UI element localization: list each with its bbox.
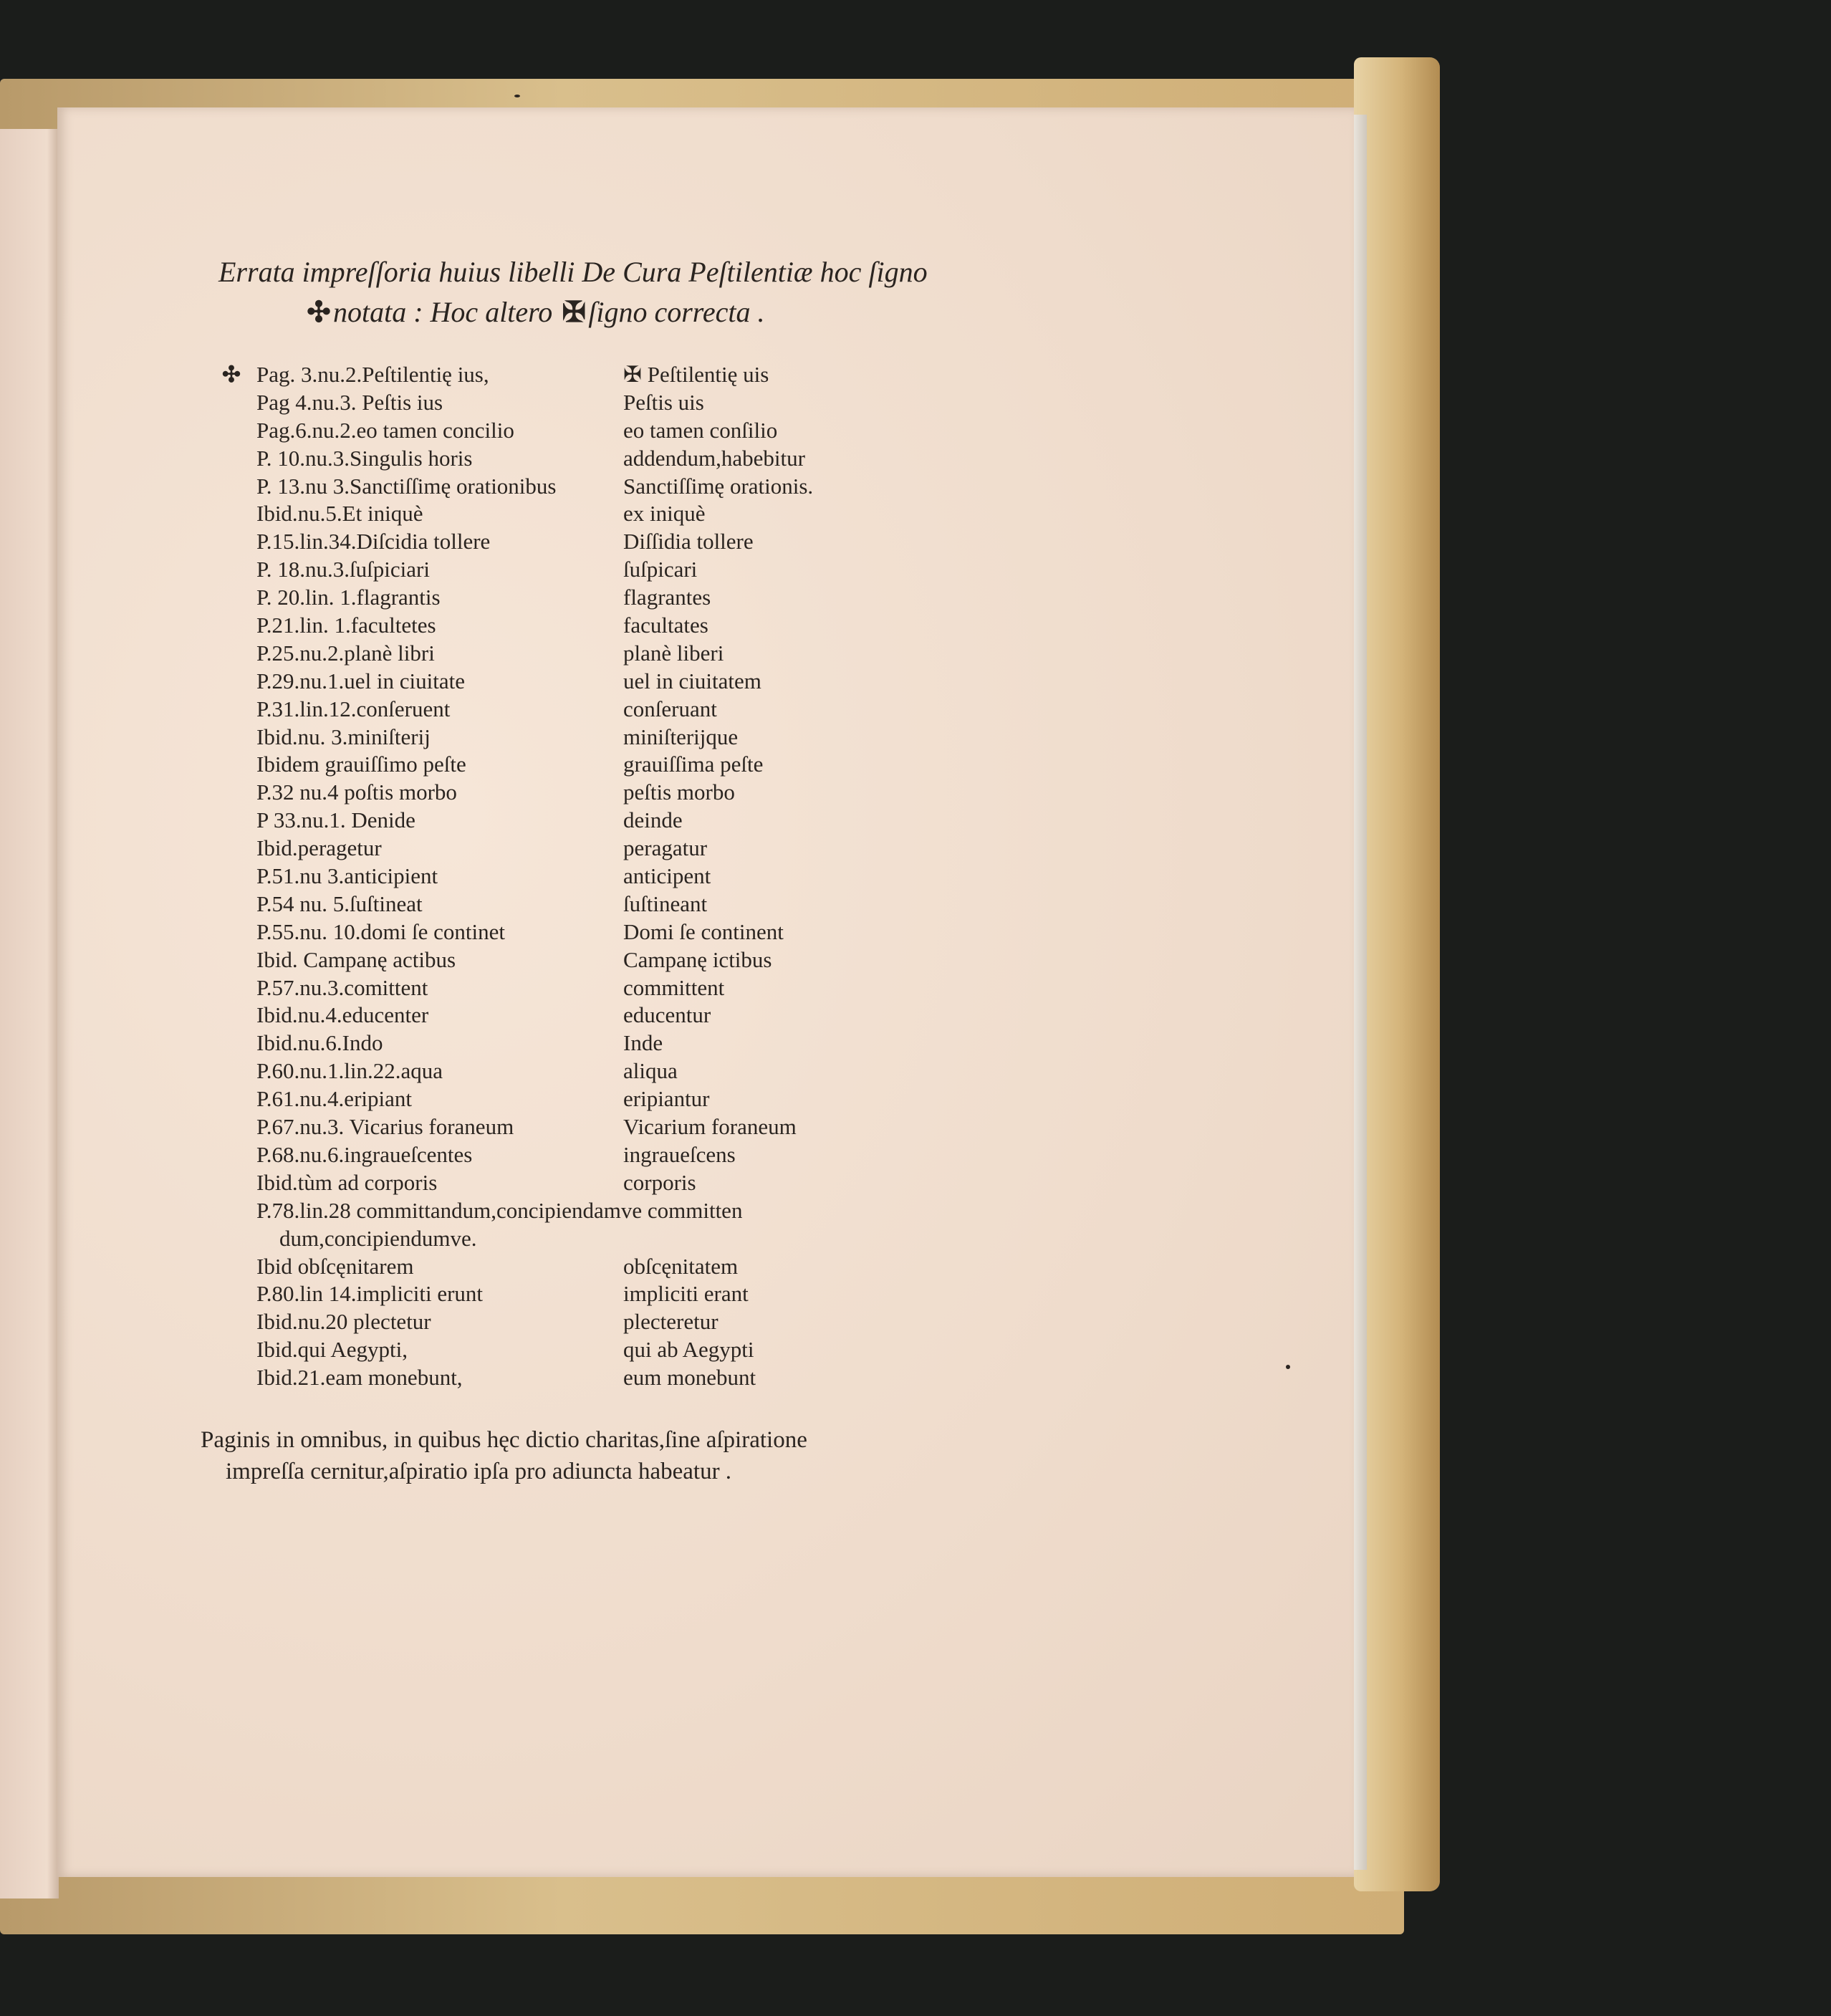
errata-error: P. 18.nu.3.ſuſpiciari [256,557,430,582]
errata-row [222,1280,938,1308]
errata-row [222,417,938,445]
errata-row [222,751,938,779]
errata-title [218,252,928,332]
errata-row [222,361,938,389]
errata-error: Ibid.peragetur [256,835,382,861]
errata-correction: planè liberi [623,640,724,666]
errata-correction: Inde [623,1030,663,1056]
errata-error: P.67.nu.3. Vicarius foraneum [256,1114,514,1140]
errata-correction: obſcęnitatem [623,1253,739,1279]
errata-correction: Campanę ictibus [623,946,772,972]
errata-error: P.25.nu.2.planè libri [256,640,435,666]
errata-correction: ingraueſcens [623,1141,736,1167]
errata-error: P. 20.lin. 1.flagrantis [256,585,441,610]
errata-row [222,528,938,556]
errata-row [222,1029,938,1057]
errata-list [222,361,938,1392]
errata-row [222,389,938,417]
errata-error: P.57.nu.3.comittent [256,974,428,1000]
errata-row [222,835,938,863]
errata-correction: ex iniquè [623,501,706,527]
errata-error: Ibid obſcęnitarem [256,1253,414,1279]
errata-row [222,473,938,501]
errata-correction: Sanctiſſimę orationis. [623,473,814,499]
errata-row [222,696,938,724]
errata-row [222,863,938,891]
errata-correction: anticipent [623,863,711,889]
errata-correction: qui ab Aegypti [623,1337,754,1363]
errata-error: Pag. 3.nu.2.Peſtilentię ius, [256,362,489,387]
errata-correction: impliciti erant [623,1281,749,1307]
errata-error: Ibid.nu.4.educenter [256,1002,429,1028]
errata-error: P. 13.nu 3.Sanctiſſimę orationibus [256,473,557,499]
ink-speck [1286,1365,1290,1369]
errata-correction: ſuſtineant [623,891,708,916]
errata-row [222,556,938,584]
errata-error: P.80.lin 14.impliciti erunt [256,1281,484,1307]
errata-row [222,1364,938,1392]
errata-row [222,724,938,752]
errata-correction: grauiſſima peſte [623,752,764,777]
errata-row [222,1085,938,1113]
errata-error: P.54 nu. 5.ſuſtineat [256,891,423,916]
errata-row [222,891,938,918]
errata-error: P.60.nu.1.lin.22.aqua [256,1058,443,1084]
wrapped-entry-line-1: P.78.lin.28 committandum,concipiendamve committen [256,1197,743,1223]
errata-correction: Domi ſe continent [623,918,784,944]
errata-correction: flagrantes [623,585,711,610]
errata-correction: ✠ Peſtilentię uis [623,362,769,387]
errata-correction: uel in ciuitatem [623,668,761,693]
errata-row [222,668,938,696]
errata-correction: educentur [623,1002,711,1028]
errata-row [222,918,938,946]
book-cover-edge [1354,57,1440,1891]
ink-speck [514,95,520,97]
errata-error: Ibid.nu. 3.miniſterij [256,724,431,749]
errata-row [222,1141,938,1169]
errata-error: Pag 4.nu.3. Peſtis ius [256,389,443,415]
errata-error: Ibidem grauiſſimo peſte [256,752,466,777]
errata-error: P.55.nu. 10.domi ſe continet [256,918,506,944]
errata-row [222,974,938,1002]
wrapped-entry-line-2: dum,concipiendumve. [279,1225,477,1251]
errata-correction: aliqua [623,1058,678,1084]
errata-row [222,807,938,835]
errata-error: P.51.nu 3.anticipient [256,863,438,889]
errata-correction: miniſterijque [623,724,739,749]
errata-correction: conſeruant [623,696,717,721]
errata-row [222,779,938,807]
errata-error: P.31.lin.12.conſeruent [256,696,451,721]
errata-error: Ibid.nu.20 plectetur [256,1309,431,1335]
errata-row [222,612,938,640]
error-mark-icon: ✣ [222,362,241,387]
errata-correction: committent [623,974,725,1000]
errata-correction: facultates [623,613,708,638]
errata-error: Ibid. Campanę actibus [256,946,456,972]
errata-row [222,1113,938,1141]
errata-row [222,584,938,612]
errata-error: P.21.lin. 1.facultetes [256,613,436,638]
errata-row [222,640,938,668]
errata-row [222,1057,938,1085]
errata-error: Pag.6.nu.2.eo tamen concilio [256,417,514,443]
note-line-2: impreſſa cernitur,aſpiratio ipſa pro adiuncta habeatur . [226,1459,732,1484]
title-line-1: Errata impreſſoria huius libelli De Cura Peſtilentiæ hoc ſigno [218,256,928,288]
errata-error: P.29.nu.1.uel in ciuitate [256,668,466,693]
errata-correction: plecteretur [623,1309,719,1335]
errata-error: P.15.lin.34.Diſcidia tollere [256,529,491,555]
errata-correction: Peſtis uis [623,389,704,415]
errata-correction: corporis [623,1169,696,1195]
errata-correction: Diſſidia tollere [623,529,754,555]
title-line-2 [218,292,928,332]
errata-error: P.32 nu.4 poſtis morbo [256,779,457,805]
errata-correction: ſuſpicari [623,557,698,582]
errata-correction: peragatur [623,835,708,861]
errata-row [222,1169,938,1197]
errata-error: P.61.nu.4.eripiant [256,1086,412,1112]
title-line-2-post: ſigno correcta . [588,296,765,328]
page-stack-edge [1354,115,1367,1870]
errata-error: Ibid.nu.6.Indo [256,1030,383,1056]
errata-correction: eo tamen conſilio [623,417,778,443]
errata-correction: Vicarium foraneum [623,1114,797,1140]
errata-row [222,445,938,473]
errata-row-wrapped [222,1197,938,1225]
closing-note [201,1424,807,1487]
errata-row [222,1002,938,1029]
errata-correction: deinde [623,807,683,833]
errata-error: Ibid.qui Aegypti, [256,1337,408,1363]
errata-correction: peſtis morbo [623,779,735,805]
correct-symbol-icon: ✠ [562,296,586,328]
errata-row [222,1336,938,1364]
errata-correction: addendum,habebitur [623,445,805,471]
errata-row [222,946,938,974]
note-line-1: Paginis in omnibus, in quibus hęc dictio charitas,ſine aſpiratione [201,1427,807,1453]
errata-row-wrapped-continuation [222,1225,938,1253]
errata-error: Ibid.nu.5.Et iniquè [256,501,423,527]
error-symbol-icon: ✣ [307,296,331,328]
errata-error: P. 10.nu.3.Singulis horis [256,445,473,471]
errata-row [222,500,938,528]
errata-error: P.68.nu.6.ingraueſcentes [256,1141,473,1167]
previous-page-edge [0,129,59,1899]
errata-row [222,1253,938,1281]
errata-error: Ibid.tùm ad corporis [256,1169,438,1195]
errata-correction: eripiantur [623,1086,710,1112]
errata-error: Ibid.21.eam monebunt, [256,1365,463,1391]
errata-error: P 33.nu.1. Denide [256,807,415,833]
errata-row [222,1308,938,1336]
title-line-2-pre: notata : Hoc altero [333,296,553,328]
errata-correction: eum monebunt [623,1365,756,1391]
